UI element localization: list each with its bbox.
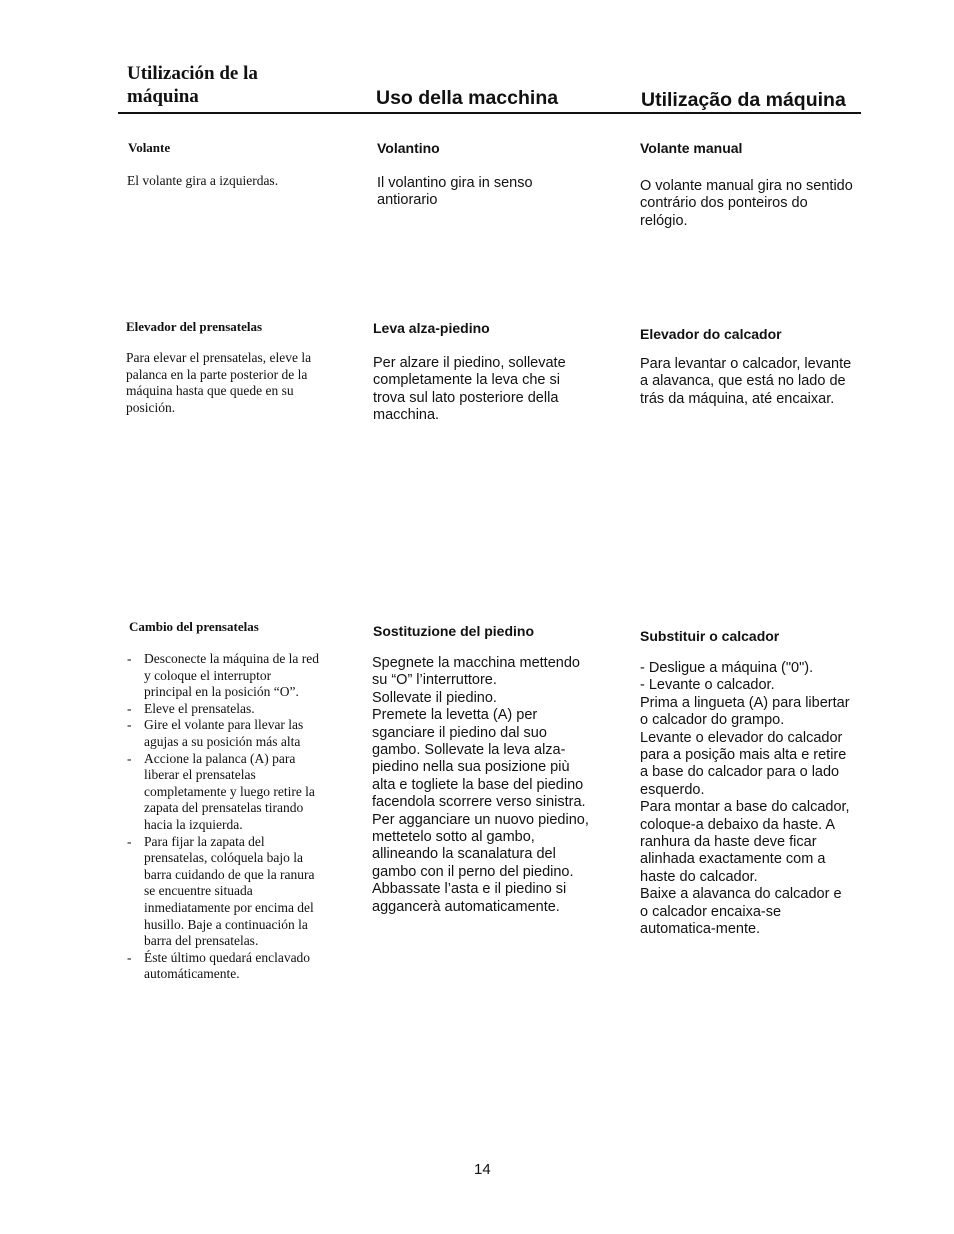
text-line: agujas a su posición más alta: [144, 733, 301, 749]
text-line: prensatelas, colóquela bajo la: [144, 850, 303, 866]
list-item: [127, 701, 319, 718]
text-line: mettetelo sotto al gambo,: [372, 829, 535, 846]
page-number: 14: [474, 1161, 491, 1178]
text-line: ranhura da haste deve ficar: [640, 834, 817, 851]
text-line: y coloque el interruptor: [144, 667, 272, 683]
heading-italian: Uso della macchina: [376, 87, 559, 109]
text-line: principal en la posición “O”.: [144, 684, 299, 700]
text-line: Baixe a alavanca do calcador e: [640, 886, 842, 903]
text-line: gambo con il perno del piedino.: [372, 863, 574, 880]
text-line: - Éste último quedará enclavado: [144, 949, 311, 965]
text-line: automáticamente.: [144, 966, 240, 982]
volante-title-it: Volantino: [377, 140, 440, 156]
text-line: barra cuidando de que la ranura: [144, 866, 315, 882]
text-line: alta e togliete la base del piedino: [372, 776, 584, 793]
text-line: - Accione la palanca (A) para: [144, 750, 296, 766]
volante-title-es: Volante: [128, 140, 171, 155]
text-line: aggancerà automaticamente.: [372, 898, 560, 915]
text-line: para a posição mais alta e retire: [640, 747, 847, 764]
text-line: alinhada exactamente com a: [640, 851, 826, 868]
text-line: husillo. Baje a continuación la: [144, 916, 308, 932]
text-line: o calcador encaixa-se: [640, 903, 782, 920]
text-line: Premete la levetta (A) per: [372, 707, 538, 724]
text-line: máquina hasta que quede en su: [126, 383, 294, 399]
heading-divider: [118, 112, 861, 114]
text-line: su “O” l’interruttore.: [372, 672, 497, 689]
text-line: completamente y luego retire la: [144, 783, 315, 799]
text-line: macchina.: [373, 407, 440, 424]
heading-spanish-line-1: Utilización de la: [127, 63, 258, 84]
list-item: [127, 950, 319, 983]
cambio-steps-es: [127, 651, 319, 983]
text-line: posición.: [126, 399, 176, 415]
text-line: O volante manual gira no sentido: [640, 178, 853, 194]
cambio-text-it: [372, 655, 589, 916]
text-line: a base do calcador para o lado: [640, 764, 840, 781]
text-line: Spegnete la macchina mettendo: [372, 655, 580, 671]
text-line: - Gire el volante para llevar las: [144, 717, 304, 733]
text-line: antiorario: [377, 192, 438, 209]
text-line: Sollevate il piedino.: [372, 689, 497, 706]
text-line: liberar el prensatelas: [144, 767, 256, 783]
heading-spanish-line-2: máquina: [127, 86, 199, 107]
text-line: facendola scorrere verso sinistra.: [372, 794, 586, 811]
text-line: allineando la scanalatura del: [372, 846, 556, 863]
text-line: Levante o elevador do calcador: [640, 729, 843, 746]
cambio-text-pt: [640, 660, 850, 939]
text-line: gambo. Sollevate la leva alza-: [372, 742, 566, 759]
elevador-text-es: [126, 350, 311, 416]
text-line: Para elevar el prensatelas, eleve la: [126, 350, 312, 365]
cambio-title-it: Sostituzione del piedino: [373, 623, 534, 639]
text-line: - Eleve el prensatelas.: [144, 700, 255, 716]
text-line: trás da máquina, até encaixar.: [640, 390, 835, 407]
text-line: trova sul lato posteriore della: [373, 389, 559, 406]
text-line: palanca en la parte posterior de la: [126, 366, 308, 382]
elevador-title-it: Leva alza-piedino: [373, 320, 490, 336]
cambio-title-pt: Substituir o calcador: [640, 628, 780, 644]
list-item: [127, 751, 319, 834]
list-item: [127, 717, 319, 750]
volante-text-pt: [640, 178, 853, 230]
text-line: Abbassate l’asta e il piedino si: [372, 881, 567, 898]
heading-spanish: [127, 62, 357, 108]
text-line: haste do calcador.: [640, 868, 758, 885]
volante-text-es: [127, 173, 278, 190]
text-line: completamente la leva che si: [373, 372, 560, 389]
text-line: hacia la izquierda.: [144, 816, 243, 832]
elevador-title-es: Elevador del prensatelas: [126, 319, 263, 334]
text-line: a alavanca, que está no lado de: [640, 373, 846, 390]
elevador-text-it: [373, 355, 566, 425]
text-line: esquerdo.: [640, 781, 705, 798]
text-line: relógio.: [640, 212, 688, 229]
text-line: El volante gira a izquierdas.: [127, 173, 279, 188]
list-item: [127, 834, 319, 950]
text-line: Il volantino gira in senso: [377, 175, 533, 191]
text-line: Para montar a base do calcador,: [640, 799, 850, 816]
text-line: contrário dos ponteiros do: [640, 195, 808, 212]
list-item: [127, 651, 319, 701]
text-line: sganciare il piedino dal suo: [372, 724, 547, 741]
cambio-title-es: Cambio del prensatelas: [129, 619, 259, 634]
volante-title-pt: Volante manual: [640, 140, 743, 156]
heading-portuguese: Utilização da máquina: [641, 89, 846, 111]
text-line: - Desconecte la máquina de la red: [144, 651, 320, 666]
text-line: barra del prensatelas.: [144, 933, 259, 949]
text-line: o calcador do grampo.: [640, 712, 785, 729]
text-line: se encuentre situada: [144, 883, 253, 899]
text-line: - Para fijar la zapata del: [144, 833, 265, 849]
text-line: - Desligue a máquina ("0").: [640, 660, 814, 676]
volante-text-it: [377, 175, 533, 210]
text-line: Para levantar o calcador, levante: [640, 356, 852, 372]
text-line: coloque-a debaixo da haste. A: [640, 816, 836, 833]
elevador-title-pt: Elevador do calcador: [640, 326, 782, 342]
text-line: Per alzare il piedino, sollevate: [373, 355, 566, 371]
elevador-text-pt: [640, 356, 851, 408]
text-line: Per agganciare un nuovo piedino,: [372, 811, 589, 828]
text-line: zapata del prensatelas tirando: [144, 800, 304, 816]
text-line: Prima a lingueta (A) para libertar: [640, 694, 850, 711]
text-line: piedino nella sua posizione più: [372, 759, 570, 776]
text-line: inmediatamente por encima del: [144, 899, 314, 915]
text-line: automatica-mente.: [640, 921, 761, 938]
text-line: - Levante o calcador.: [640, 677, 775, 694]
